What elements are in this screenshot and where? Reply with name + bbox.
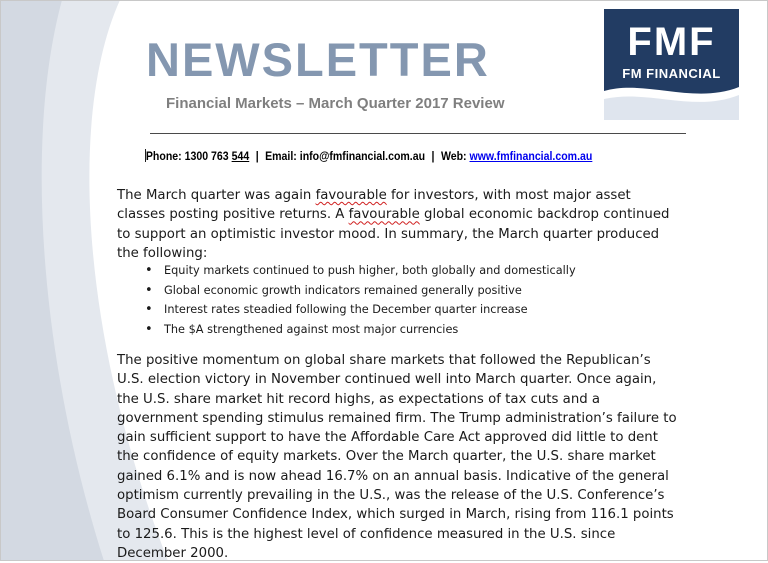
bullet-item: • The $A strengthened against most major currencies (145, 320, 576, 340)
website-link[interactable]: www.fmfinancial.com.au (469, 149, 593, 163)
bullet-icon: • (145, 282, 153, 298)
phone-label: Phone: (145, 149, 182, 163)
bullet-icon: • (145, 263, 153, 278)
intro-text-3: global economic backdrop continued to support an optimistic investor mood. In summary, the March quarter produced the following: (117, 207, 670, 261)
spellcheck-word: favourable (315, 188, 387, 203)
logo-name: FM FINANCIAL (622, 66, 721, 81)
web-label: Web: (440, 149, 467, 163)
bullet-item: • Equity markets continued to push higher, both globally and domestically (145, 261, 576, 281)
bullet-item: • Interest rates steadied following the December quarter increase (145, 300, 576, 320)
phone-number-suffix: 544 (231, 149, 250, 163)
email-address[interactable]: info@fmfinancial.com.au (299, 149, 426, 163)
summary-bullet-list (145, 261, 576, 339)
fm-financial-logo (604, 9, 739, 120)
intro-paragraph (117, 186, 677, 263)
bullet-icon: • (145, 321, 153, 337)
bullet-icon: • (145, 302, 153, 317)
newsletter-subtitle: Financial Markets – March Quarter 2017 Review (166, 95, 505, 112)
contact-divider: | (431, 149, 435, 163)
logo-letters: FMF (627, 20, 716, 64)
market-commentary-paragraph: The positive momentum on global share markets that followed the Republican’s U.S. election victory in November continued well into March quarter. Once again, the U.S. share market hit record highs, as expectations of tax cuts and a government spending stimulus remained firm. The Trump administration’s failure to gain sufficient support to have the Affordable Care Act approved did little to dent the confidence of equity markets. Over the March quarter, the U.S. share market gained 6.1% and is now ahead 16.7% on an annual basis. Indicative of the general optimism currently prevailing in the U.S., was the release of the U.S. Conference’s Board Consumer Confidence Index, which surged in March, rising from 116.1 points to 125.6. This is the highest level of confidence measured in the U.S. since December 2000. (117, 353, 677, 561)
contact-divider: | (255, 149, 259, 163)
bullet-item: • Global economic growth indicators remained generally positive (145, 281, 576, 301)
header-divider (150, 133, 686, 134)
spellcheck-word: favourable (348, 207, 420, 223)
intro-text-2: for investors, with most major asset classes posting positive returns. A (117, 188, 631, 223)
newsletter-title: NEWSLETTER (146, 33, 490, 86)
phone-number-prefix: 1300 763 (184, 149, 229, 163)
contact-line (145, 149, 592, 163)
intro-text-1: The March quarter was again (117, 188, 312, 203)
email-label: Email: (265, 149, 297, 163)
